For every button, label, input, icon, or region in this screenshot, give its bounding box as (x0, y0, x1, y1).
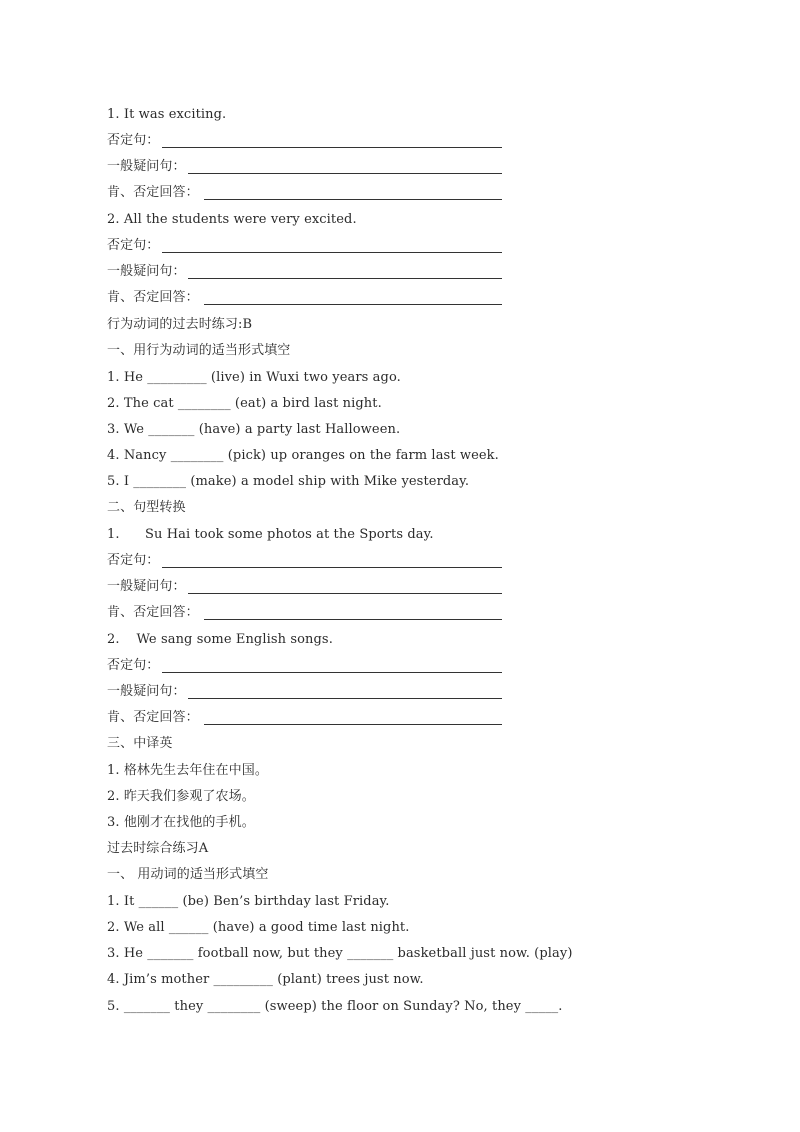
yes-no-question-label: 一般疑问句： (107, 684, 186, 699)
fill-item: 1. He _________ (live) in Wuxi two years ago. (107, 370, 401, 385)
section-title: 过去时综合练习A (107, 841, 209, 856)
answer-blank[interactable] (188, 698, 502, 699)
part-title: 三、中译英 (107, 736, 173, 751)
fill-item: 5. I ________ (make) a model ship with Mike yesterday. (107, 474, 470, 489)
transform-item: 1. Su Hai took some photos at the Sports day. (107, 527, 434, 542)
answer-blank[interactable] (204, 304, 502, 305)
part-title: 二、句型转换 (107, 500, 186, 515)
negative-label: 否定句： (107, 133, 160, 148)
short-answer-label: 肯、否定回答： (107, 605, 199, 620)
answer-blank[interactable] (162, 672, 502, 673)
answer-blank[interactable] (204, 619, 502, 620)
fill-item: 1. It ______ (be) Ben’s birthday last Friday. (107, 894, 390, 909)
fill-item: 3. He _______ football now, but they _______ basketball just now. (play) (107, 946, 573, 961)
short-answer-label: 肯、否定回答： (107, 290, 199, 305)
part-title: 一、用行为动词的适当形式填空 (107, 343, 291, 358)
translate-item: 3. 他刚才在找他的手机。 (107, 815, 255, 830)
yes-no-question-label: 一般疑问句： (107, 264, 186, 279)
part-title: 一、 用动词的适当形式填空 (107, 867, 269, 882)
fill-item: 4. Jim’s mother _________ (plant) trees just now. (107, 972, 424, 987)
answer-blank[interactable] (162, 252, 502, 253)
answer-blank[interactable] (162, 147, 502, 148)
answer-blank[interactable] (204, 724, 502, 725)
translate-item: 1. 格林先生去年住在中国。 (107, 763, 268, 778)
transform-item: 2. We sang some English songs. (107, 632, 333, 647)
section-title: 行为动词的过去时练习:B (107, 317, 253, 332)
translate-item: 2. 昨天我们参观了农场。 (107, 789, 255, 804)
answer-blank[interactable] (188, 278, 502, 279)
yes-no-question-label: 一般疑问句： (107, 579, 186, 594)
short-answer-label: 肯、否定回答： (107, 185, 199, 200)
yes-no-question-label: 一般疑问句： (107, 159, 186, 174)
short-answer-label: 肯、否定回答： (107, 710, 199, 725)
fill-item: 3. We _______ (have) a party last Halloween. (107, 422, 401, 437)
answer-blank[interactable] (162, 567, 502, 568)
answer-blank[interactable] (188, 173, 502, 174)
answer-blank[interactable] (204, 199, 502, 200)
question-1: 1. It was exciting. (107, 107, 227, 122)
negative-label: 否定句： (107, 658, 160, 673)
negative-label: 否定句： (107, 553, 160, 568)
fill-item: 2. We all ______ (have) a good time last night. (107, 920, 410, 935)
fill-item: 4. Nancy ________ (pick) up oranges on the farm last week. (107, 448, 499, 463)
question-2: 2. All the students were very excited. (107, 212, 357, 227)
answer-blank[interactable] (188, 593, 502, 594)
negative-label: 否定句： (107, 238, 160, 253)
fill-item: 5. _______ they ________ (sweep) the floor on Sunday? No, they _____. (107, 999, 563, 1014)
fill-item: 2. The cat ________ (eat) a bird last night. (107, 396, 382, 411)
